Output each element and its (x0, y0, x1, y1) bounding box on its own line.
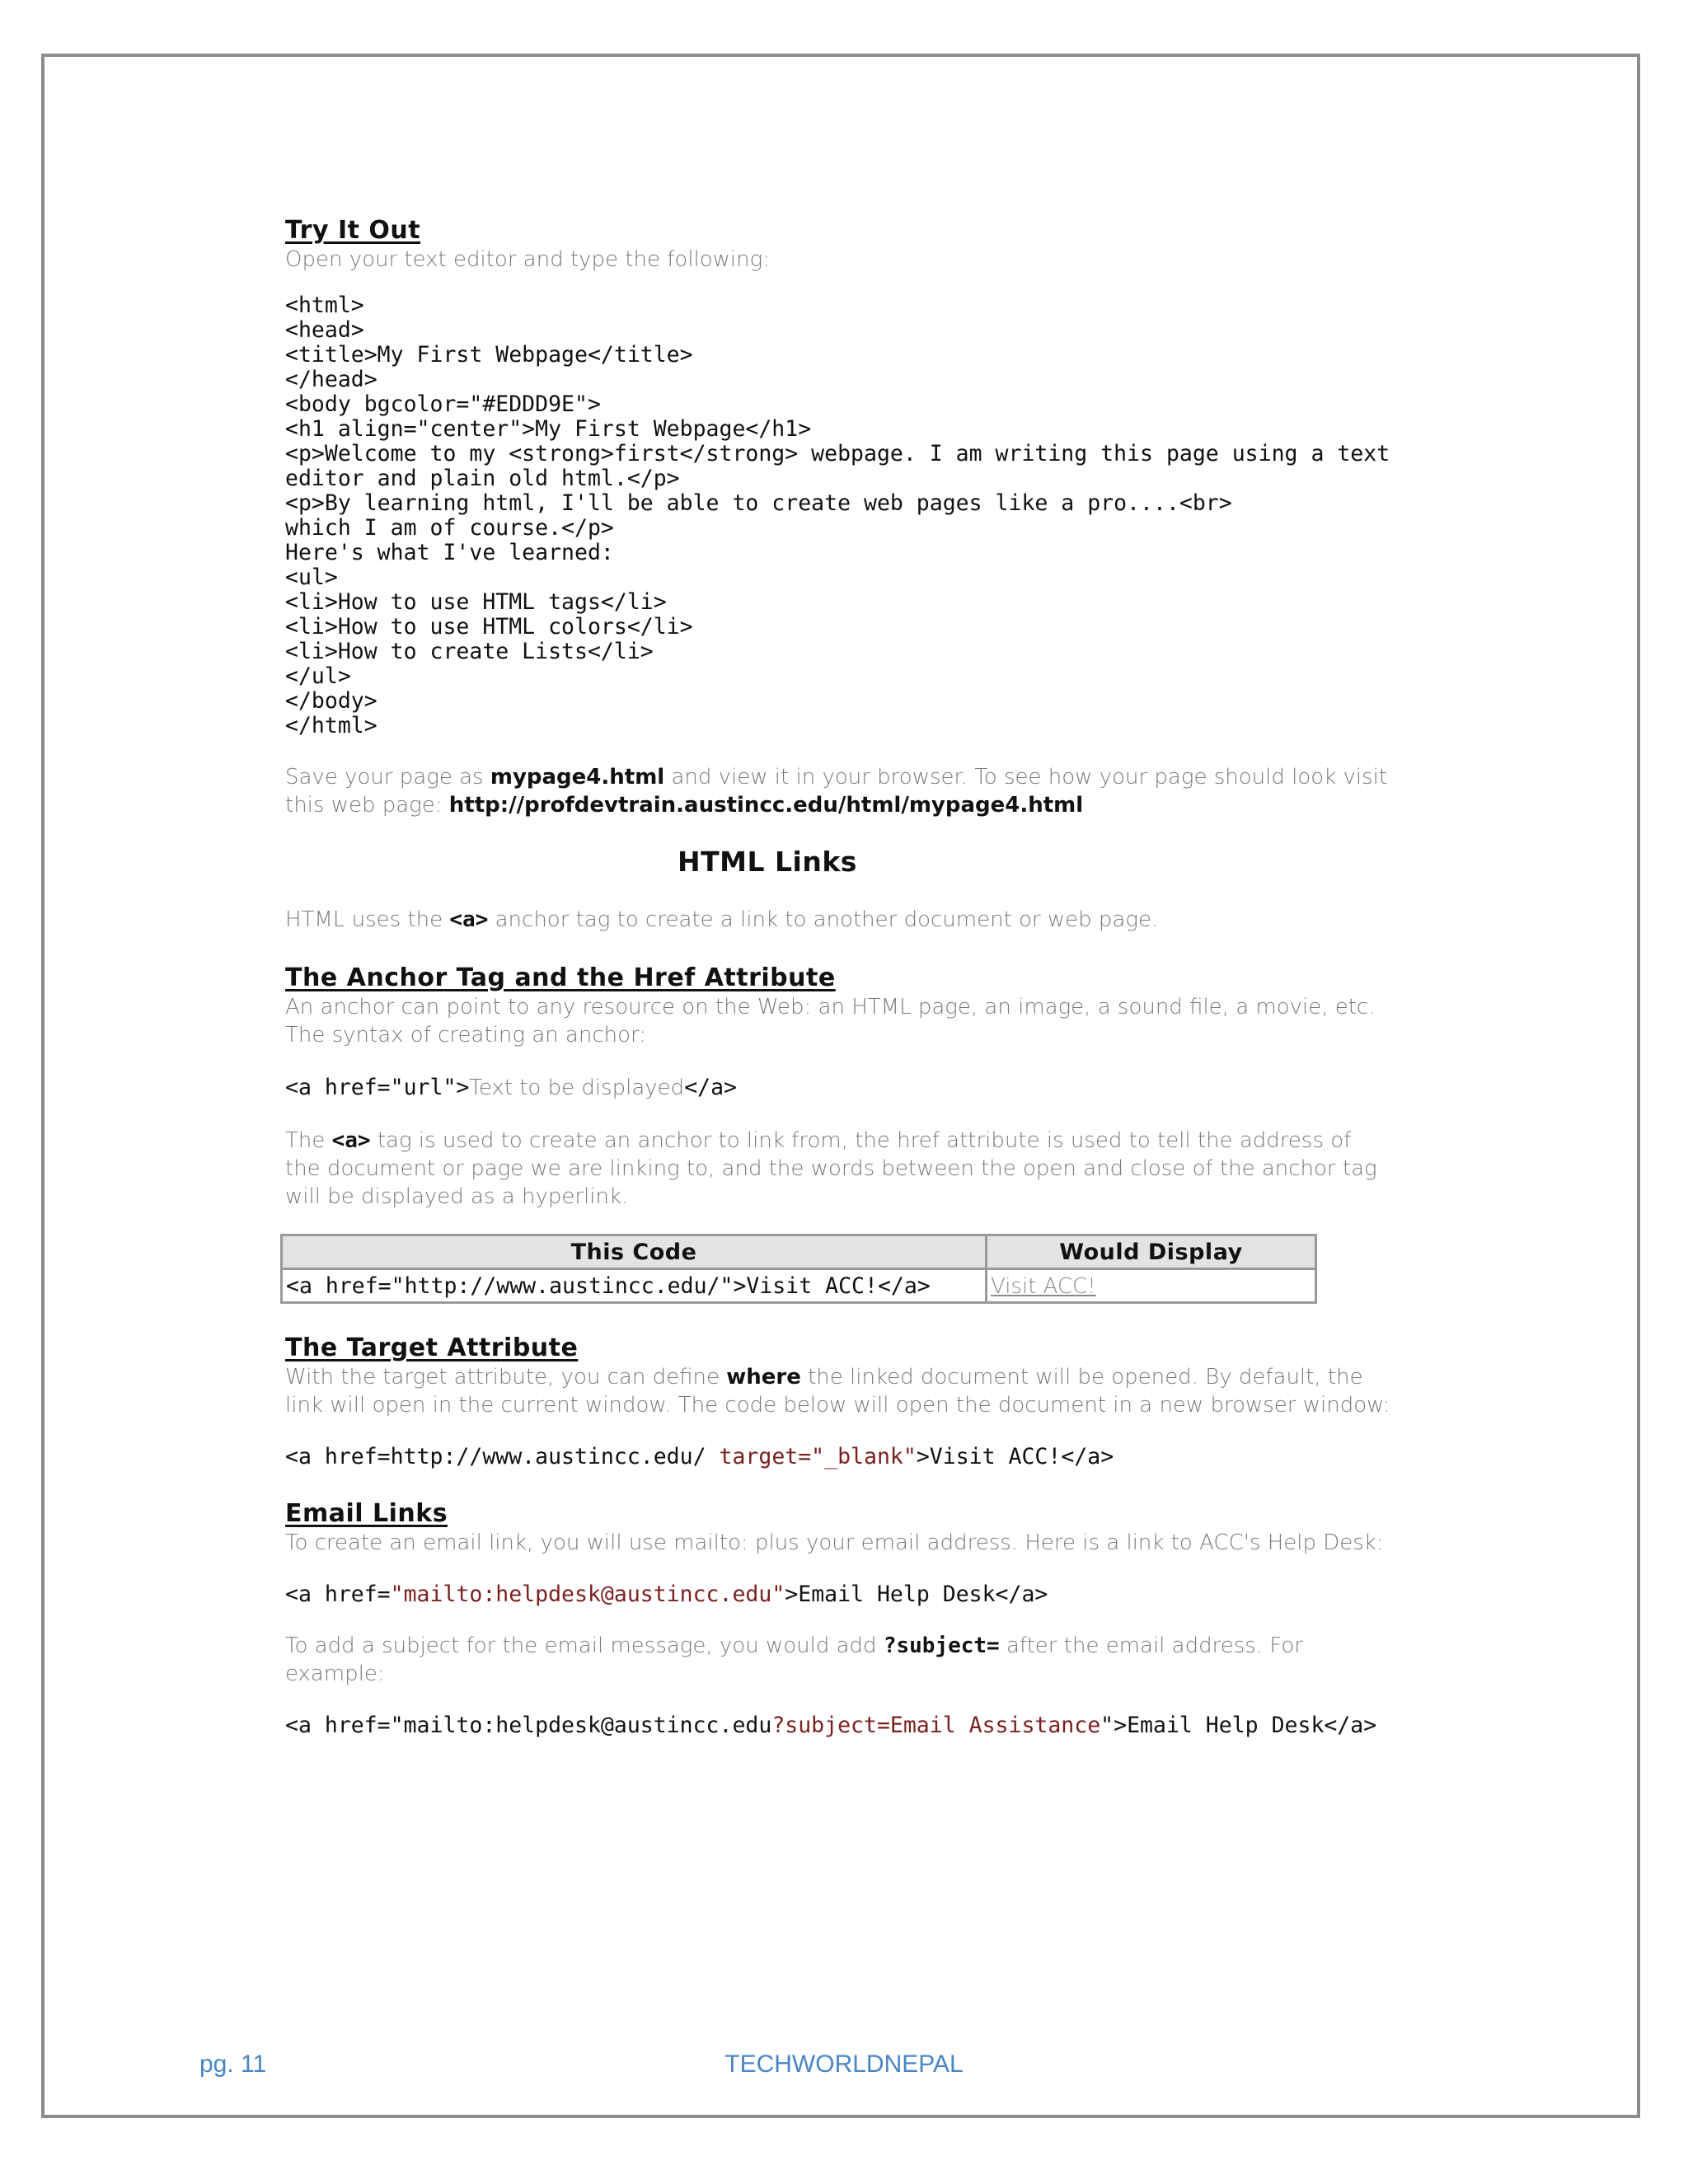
subject-1: To add a subject for the email message, you would add (285, 1633, 884, 1658)
code-line: </ul> (285, 663, 351, 689)
syntax-text: Text to be displayed (469, 1076, 685, 1100)
save-text-3: this web page: (285, 793, 449, 818)
code-line: <html> (285, 293, 364, 318)
desc-1: The (285, 1128, 332, 1153)
desc-tag: <a> (331, 1128, 371, 1153)
email-line-1: To create an email link, you will use mailto: plus your email address. Here is a link to ACC's Help Desk: (285, 1530, 1384, 1555)
email-code1-b: >Email Help Desk</a> (785, 1582, 1048, 1607)
code-line: <head> (285, 317, 364, 343)
visit-acc-link[interactable]: Visit ACC! (991, 1273, 1096, 1299)
target-code-b: >Visit ACC!</a> (916, 1444, 1114, 1469)
code-line: <li>How to use HTML colors</li> (285, 614, 693, 640)
target-heading: The Target Attribute (285, 1333, 579, 1362)
save-text-2: and view it in your browser. To see how your page should look visit (664, 765, 1388, 790)
subject-2: after the email address. For (999, 1633, 1303, 1658)
code-line: <li>How to create Lists</li> (285, 639, 654, 664)
save-filename: mypage4.html (490, 765, 665, 790)
code-line: <p>By learning html, I'll be able to create web pages like a pro....<br> (285, 490, 1232, 516)
target-code-red: target="_blank" (719, 1444, 917, 1469)
intro-tag: <a> (449, 907, 489, 932)
code-line: </body> (285, 688, 377, 714)
target-line-1a: With the target attribute, you can define (285, 1365, 727, 1390)
table-row (282, 1269, 1316, 1303)
save-url: http://profdevtrain.austincc.edu/html/mypage4.html (448, 793, 1084, 818)
save-instructions (285, 763, 1439, 819)
code-line: <ul> (285, 565, 338, 590)
desc-4: will be displayed as a hyperlink. (285, 1184, 629, 1209)
syntax-open: <a href="url"> (285, 1075, 470, 1100)
anchor-description (285, 1127, 1439, 1211)
table-cell-display (987, 1269, 1316, 1303)
syntax-close: </a> (684, 1075, 738, 1100)
try-it-out-intro: Open your text editor and type the following: (285, 247, 770, 272)
footer-brand: TECHWORLDNEPAL (724, 2050, 964, 2078)
code-line: <li>How to use HTML tags</li> (285, 589, 667, 615)
desc-3: the document or page we are linking to, and the words between the open and close of the anchor tag (285, 1156, 1377, 1181)
target-where: where (726, 1365, 801, 1390)
target-code-a: <a href=http://www.austincc.edu/ (285, 1444, 720, 1469)
code-line: editor and plain old html.</p> (285, 466, 680, 491)
code-line: </html> (285, 713, 377, 738)
target-line-1 (285, 1363, 1439, 1391)
table-cell-code: <a href="http://www.austincc.edu/">Visit ACC!</a> (282, 1269, 987, 1303)
email-code1-red: "mailto:helpdesk@austincc.edu" (390, 1582, 785, 1607)
code-line: <h1 align="center">My First Webpage</h1> (285, 416, 812, 442)
col-header-code: This Code (282, 1235, 987, 1269)
email-code-2 (285, 1713, 1439, 1738)
anchor-heading: The Anchor Tag and the Href Attribute (285, 963, 836, 992)
email-heading: Email Links (285, 1499, 448, 1528)
code-line: <p>Welcome to my <strong>first</strong> webpage. I am writing this page using a text (285, 441, 1390, 466)
document-content (285, 216, 1439, 1738)
email-code2-a: <a href="mailto:helpdesk@austincc.edu (285, 1713, 772, 1738)
code-line: Here's what I've learned: (285, 540, 614, 565)
code-line: <body bgcolor="#EDDD9E"> (285, 391, 601, 417)
code-line: which I am of course.</p> (285, 515, 614, 541)
desc-2: tag is used to create an anchor to link from, the href attribute is used to tell the address of (370, 1128, 1352, 1153)
email-code-1 (285, 1582, 1439, 1607)
intro-text-1: HTML uses the (285, 907, 450, 932)
subject-instructions (285, 1632, 1439, 1688)
col-header-display: Would Display (987, 1235, 1316, 1269)
anchor-line-2: The syntax of creating an anchor: (285, 1023, 647, 1047)
try-it-out-heading: Try It Out (285, 216, 421, 245)
html-links-title: HTML Links (678, 846, 857, 878)
target-line-2: link will open in the current window. The code below will open the document in a new browser window: (285, 1393, 1390, 1418)
code-line: </head> (285, 367, 377, 392)
subject-param: ?subject= (883, 1633, 1000, 1658)
email-code2-red: ?subject=Email Assistance (771, 1713, 1101, 1738)
page-number: pg. 11 (199, 2050, 267, 2078)
email-code2-b: ">Email Help Desk</a> (1100, 1713, 1377, 1738)
save-text-1: Save your page as (285, 765, 490, 790)
html-code-example (285, 293, 1439, 738)
anchor-line-1: An anchor can point to any resource on the Web: an HTML page, an image, a sound file, a movie, etc. (285, 995, 1376, 1019)
anchor-syntax (285, 1074, 1439, 1102)
target-line-1b: the linked document will be opened. By default, the (800, 1365, 1363, 1390)
subject-3: example: (285, 1661, 385, 1686)
target-code (285, 1444, 1439, 1469)
code-display-table (280, 1234, 1317, 1304)
email-code1-a: <a href= (285, 1582, 391, 1607)
intro-text-2: anchor tag to create a link to another document or web page. (488, 907, 1159, 932)
code-line: <title>My First Webpage</title> (285, 342, 693, 368)
html-links-intro (285, 906, 1439, 934)
